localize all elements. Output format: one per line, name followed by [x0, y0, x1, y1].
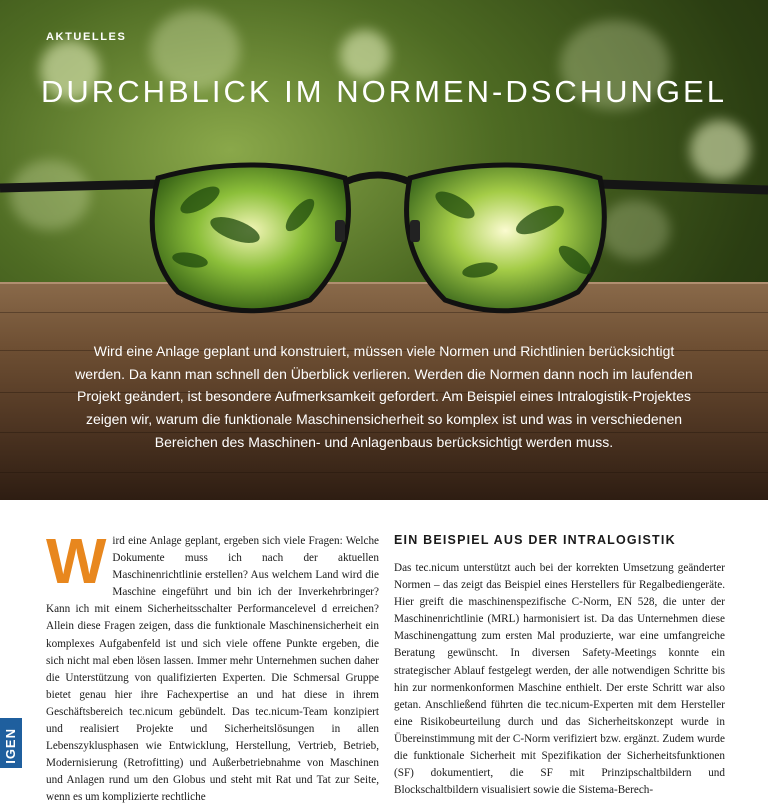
- right-column: [394, 560, 725, 799]
- left-column-text: ird eine Anlage geplant, ergeben sich viele Fragen: Welche Dokumente muss ich nach der aktuellen Maschinenrichtlinie erstellen? Aus welchem Land wird die Maschine eingeführt und bin ich der Inverkehrbringer? Kann ich mit einem Sicherheitsschalter Performancelevel d erreichen? Allein diese Fragen zeigen, dass die funktionale Maschinensicherheit ein komplexes Aufgabenfeld ist und sich viele offene Punkte ergeben, die sich nicht mal eben lösen lassen. Immer mehr Unternehmen suchen daher die Unterstützung von qualifizierten Experten. Die Schmersal Gruppe bietet genau hier ihre Fachexpertise an und hat diese in ihrem Geschäftsbereich tec.nicum gebündelt. Das tec.nicum-Team konzipiert und realisiert Projekte und Sicherheitslösungen in allen Lebenszyklusphasen wie Entwicklung, Herstellung, Vertrieb, Betrieb, Modernisierung (Retrofitting) und Außerbetriebnahme von Maschinen und Anlagen rund um den Globus und steht mit Rat und Tat zur Seite, wenn es um komplizierte rechtliche: [46, 535, 379, 804]
- eyeglasses-illustration: [0, 140, 768, 330]
- left-column: [46, 525, 379, 807]
- section-label: AKTUELLES: [46, 31, 127, 43]
- right-column-text: Das tec.nicum unterstützt auch bei der korrekten Umsetzung geänderter Normen – das zeigt das Beispiel eines Herstellers für Regalbediengeräte. Hier greift die maschinenspezifische C-Norm, EN 528, die unter der Maschinenrichtlinie (MRL) harmonisiert ist. Da das Unternehmen diese Maschinengattung zum ersten Mal produzierte, war eine umfangreiche Beratung gewünscht. In diversen Safety-Meetings konnte ein strategischer Ablauf festgelegt werden, der alle notwendigen Schritte bis hin zur normenkonformen Maschine enthielt. Der erste Schritt war also getan. Anschließend führten die tec.nicum-Experten mit dem Hersteller eine Risikobeurteilung durch und das Sicherheitskonzept wurde in Übereinstimmung mit der C-Norm verifiziert bzw. ergänzt. Zudem wurde die funktionale Sicherheit mit Spezifikation der Sicherheitsfunktionen (SF) dokumentiert, die SF mit Prinzipschaltbildern und Blockschaltbildern visualisiert sowie die Sistema-Berech-: [394, 562, 725, 797]
- section-side-tab: [0, 718, 22, 768]
- drop-cap: W: [46, 525, 107, 597]
- side-tab-label: IGEN: [3, 728, 18, 764]
- article-headline: DURCHBLICK IM NORMEN-DSCHUNGEL: [41, 74, 727, 109]
- section-heading: EIN BEISPIEL AUS DER INTRALOGISTIK: [394, 533, 676, 547]
- article-intro: Wird eine Anlage geplant und konstruiert, müssen viele Normen und Richtlinien berücksichtigt werden. Da kann man schnell den Überblick verlieren. Werden die Normen dann noch im laufenden Projekt geändert, ist besondere Aufmerksamkeit gefordert. Am Beispiel eines Intralogistik-Projektes zeigen wir, warum die funktionale Maschinensicherheit so komplex ist und was in verschiedenen Bereichen des Maschinen- und Anlagenbaus berücksichtigt werden muss.: [75, 343, 693, 450]
